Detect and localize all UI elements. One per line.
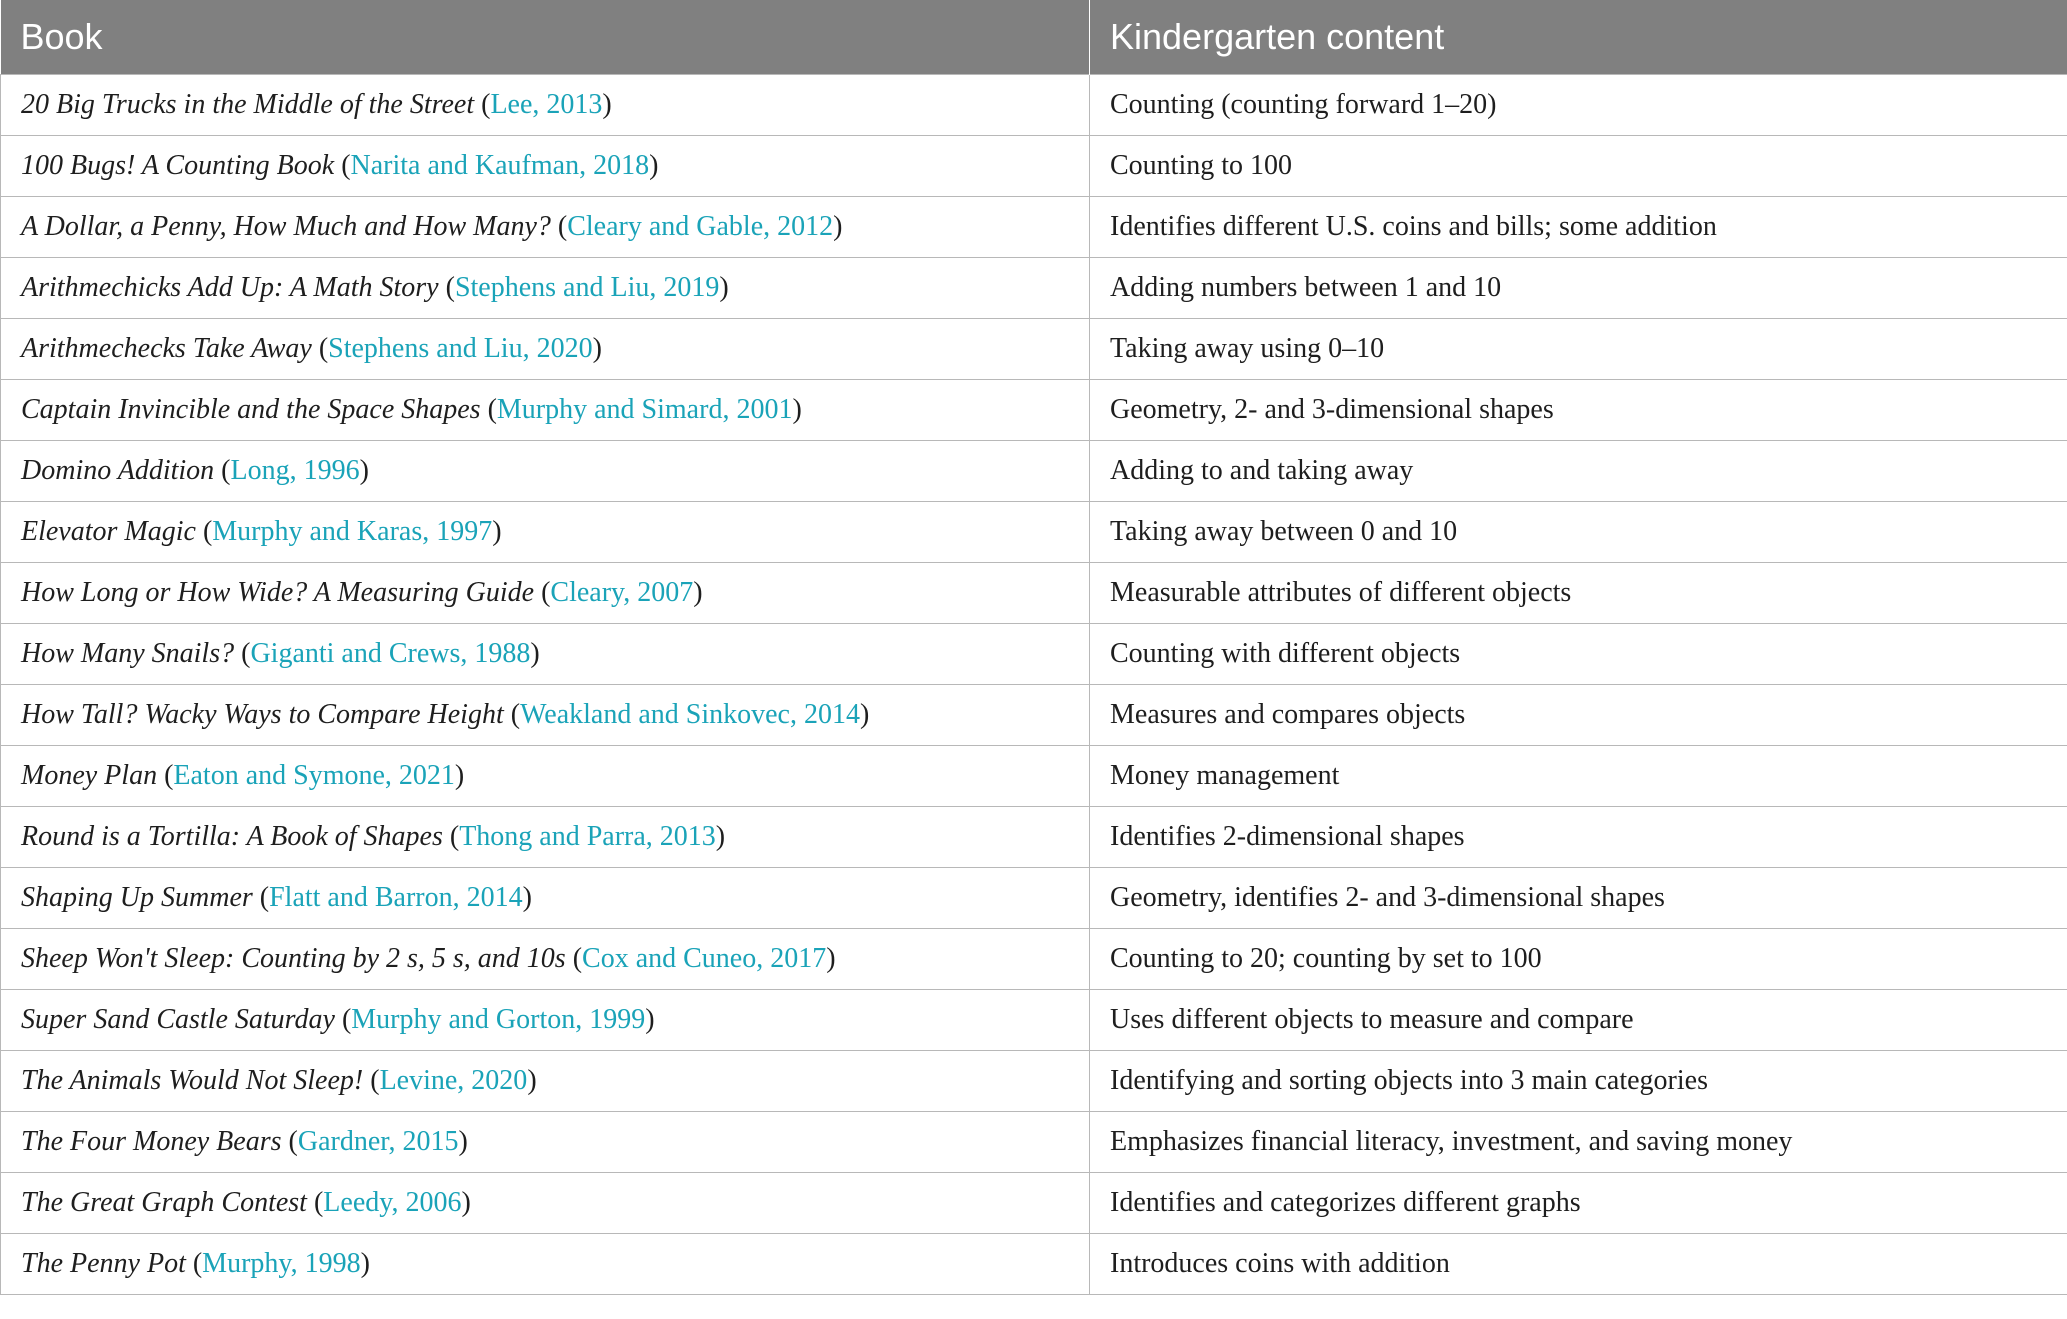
book-cell [1, 685, 1090, 746]
book-cell [1, 1051, 1090, 1112]
book-cell [1, 868, 1090, 929]
book-title: Elevator Magic [21, 516, 196, 547]
citation-close-paren: ) [454, 760, 465, 791]
citation-close-paren: ) [527, 1065, 537, 1096]
content-cell: Geometry, identifies 2- and 3-dimensional shapes [1090, 868, 2067, 929]
book-cell [1, 990, 1090, 1051]
citation-link[interactable]: Leedy, 2006 [323, 1187, 462, 1218]
citation-link[interactable]: Gardner, 2015 [297, 1126, 459, 1157]
book-cell [1, 807, 1090, 868]
citation-close-paren: ) [360, 1248, 370, 1279]
content-cell: Counting to 100 [1090, 136, 2067, 197]
citation-link[interactable]: Cox and Cuneo, 2017 [582, 943, 827, 974]
table-row [1, 441, 2067, 502]
citation-open-paren: ( [311, 333, 329, 364]
content-cell: Identifies and categorizes different graphs [1090, 1173, 2067, 1234]
book-cell [1, 1234, 1090, 1295]
table-row [1, 1051, 2067, 1112]
book-title: How Tall? Wacky Ways to Compare Height [21, 699, 504, 730]
book-cell [1, 380, 1090, 441]
citation-open-paren: ( [474, 89, 491, 120]
book-title: A Dollar, a Penny, How Much and How Many? [21, 211, 551, 242]
table-row [1, 624, 2067, 685]
book-title: Round is a Tortilla: A Book of Shapes [21, 821, 443, 852]
table-row [1, 1234, 2067, 1295]
content-cell: Counting to 20; counting by set to 100 [1090, 929, 2067, 990]
citation-close-paren: ) [645, 1004, 655, 1035]
citation-link[interactable]: Murphy and Karas, 1997 [212, 516, 493, 547]
book-cell [1, 624, 1090, 685]
citation-close-paren: ) [715, 821, 726, 852]
citation-close-paren: ) [833, 211, 843, 242]
book-cell [1, 746, 1090, 807]
table-row [1, 990, 2067, 1051]
citation-close-paren: ) [530, 638, 540, 669]
citation-link[interactable]: Long, 1996 [230, 455, 360, 486]
content-cell: Geometry, 2- and 3-dimensional shapes [1090, 380, 2067, 441]
book-cell [1, 258, 1090, 319]
citation-open-paren: ( [252, 882, 270, 913]
citation-link[interactable]: Murphy and Simard, 2001 [496, 394, 793, 425]
citation-link[interactable]: Stephens and Liu, 2019 [454, 272, 720, 303]
content-cell: Introduces coins with addition [1090, 1234, 2067, 1295]
citation-open-paren: ( [550, 211, 568, 242]
table-row [1, 807, 2067, 868]
citation-link[interactable]: Thong and Parra, 2013 [459, 821, 716, 852]
citation-close-paren: ) [693, 577, 703, 608]
citation-open-paren: ( [334, 1004, 352, 1035]
citation-close-paren: ) [719, 272, 729, 303]
content-cell: Money management [1090, 746, 2067, 807]
citation-link[interactable]: Lee, 2013 [490, 89, 603, 120]
citation-link[interactable]: Narita and Kaufman, 2018 [350, 150, 650, 181]
book-title: The Great Graph Contest [21, 1187, 307, 1218]
book-cell [1, 197, 1090, 258]
citation-open-paren: ( [195, 516, 213, 547]
book-cell [1, 75, 1090, 136]
content-cell: Taking away between 0 and 10 [1090, 502, 2067, 563]
citation-link[interactable]: Flatt and Barron, 2014 [269, 882, 523, 913]
book-title: Captain Invincible and the Space Shapes [21, 394, 481, 425]
table-header-row [1, 0, 2067, 75]
content-cell: Identifying and sorting objects into 3 main categories [1090, 1051, 2067, 1112]
citation-close-paren: ) [359, 455, 369, 486]
citation-open-paren: ( [281, 1126, 298, 1157]
citation-link[interactable]: Cleary and Gable, 2012 [567, 211, 834, 242]
book-cell [1, 1112, 1090, 1173]
citation-close-paren: ) [522, 882, 532, 913]
content-cell: Measurable attributes of different objects [1090, 563, 2067, 624]
book-title: The Penny Pot [21, 1248, 186, 1279]
citation-link[interactable]: Cleary, 2007 [550, 577, 694, 608]
content-cell: Identifies 2-dimensional shapes [1090, 807, 2067, 868]
book-title: The Animals Would Not Sleep! [21, 1065, 364, 1096]
book-title: Shaping Up Summer [21, 882, 253, 913]
citation-open-paren: ( [438, 272, 455, 303]
content-cell: Measures and compares objects [1090, 685, 2067, 746]
citation-open-paren: ( [442, 821, 460, 852]
citation-open-paren: ( [214, 455, 231, 486]
table-row [1, 563, 2067, 624]
citation-close-paren: ) [592, 333, 602, 364]
citation-close-paren: ) [492, 516, 502, 547]
book-cell [1, 319, 1090, 380]
table-row [1, 685, 2067, 746]
citation-link[interactable]: Giganti and Crews, 1988 [250, 638, 531, 669]
citation-open-paren: ( [157, 760, 174, 791]
citation-close-paren: ) [461, 1187, 471, 1218]
citation-open-paren: ( [565, 943, 583, 974]
book-cell [1, 502, 1090, 563]
citation-close-paren: ) [859, 699, 870, 730]
citation-close-paren: ) [826, 943, 836, 974]
content-cell: Adding numbers between 1 and 10 [1090, 258, 2067, 319]
book-cell [1, 563, 1090, 624]
citation-open-paren: ( [480, 394, 497, 425]
table-body [1, 75, 2067, 1295]
content-cell: Counting (counting forward 1–20) [1090, 75, 2067, 136]
table-row [1, 319, 2067, 380]
book-title: Domino Addition [21, 455, 215, 486]
table-row [1, 1112, 2067, 1173]
book-title: How Long or How Wide? A Measuring Guide [21, 577, 535, 608]
citation-link[interactable]: Stephens and Liu, 2020 [328, 333, 593, 364]
book-cell [1, 929, 1090, 990]
citation-link[interactable]: Eaton and Symone, 2021 [173, 760, 455, 791]
book-cell [1, 136, 1090, 197]
book-title: The Four Money Bears [21, 1126, 282, 1157]
column-header-content: Kindergarten content [1090, 0, 2067, 75]
book-cell [1, 1173, 1090, 1234]
citation-open-paren: ( [334, 150, 351, 181]
book-title: Super Sand Castle Saturday [21, 1004, 335, 1035]
citation-open-paren: ( [234, 638, 251, 669]
citation-link[interactable]: Weakland and Sinkovec, 2014 [520, 699, 860, 730]
citation-close-paren: ) [458, 1126, 468, 1157]
citation-open-paren: ( [363, 1065, 380, 1096]
citation-close-paren: ) [602, 89, 612, 120]
book-title: How Many Snails? [21, 638, 235, 669]
table-row [1, 197, 2067, 258]
table-row [1, 136, 2067, 197]
book-title: Arithmechicks Add Up: A Math Story [21, 272, 439, 303]
citation-close-paren: ) [792, 394, 802, 425]
book-title: Money Plan [21, 760, 158, 791]
content-cell: Identifies different U.S. coins and bills; some addition [1090, 197, 2067, 258]
table-row [1, 868, 2067, 929]
content-cell: Adding to and taking away [1090, 441, 2067, 502]
book-title: 20 Big Trucks in the Middle of the Street [21, 89, 475, 120]
column-header-book: Book [1, 0, 1090, 75]
citation-link[interactable]: Levine, 2020 [379, 1065, 528, 1096]
table-row [1, 380, 2067, 441]
citation-open-paren: ( [185, 1248, 203, 1279]
content-cell: Uses different objects to measure and compare [1090, 990, 2067, 1051]
book-cell [1, 441, 1090, 502]
book-title: 100 Bugs! A Counting Book [21, 150, 335, 181]
book-title: Arithmechecks Take Away [21, 333, 312, 364]
book-title: Sheep Won't Sleep: Counting by 2 s, 5 s, and 10s [21, 943, 566, 974]
citation-close-paren: ) [649, 150, 659, 181]
citation-open-paren: ( [503, 699, 521, 730]
table-row [1, 1173, 2067, 1234]
citation-open-paren: ( [534, 577, 551, 608]
table-row [1, 75, 2067, 136]
content-cell: Taking away using 0–10 [1090, 319, 2067, 380]
table-row [1, 258, 2067, 319]
content-cell: Emphasizes financial literacy, investment, and saving money [1090, 1112, 2067, 1173]
citation-link[interactable]: Murphy and Gorton, 1999 [351, 1004, 646, 1035]
citation-link[interactable]: Murphy, 1998 [202, 1248, 361, 1279]
table-row [1, 746, 2067, 807]
table-row [1, 502, 2067, 563]
citation-open-paren: ( [306, 1187, 324, 1218]
content-cell: Counting with different objects [1090, 624, 2067, 685]
table-row [1, 929, 2067, 990]
